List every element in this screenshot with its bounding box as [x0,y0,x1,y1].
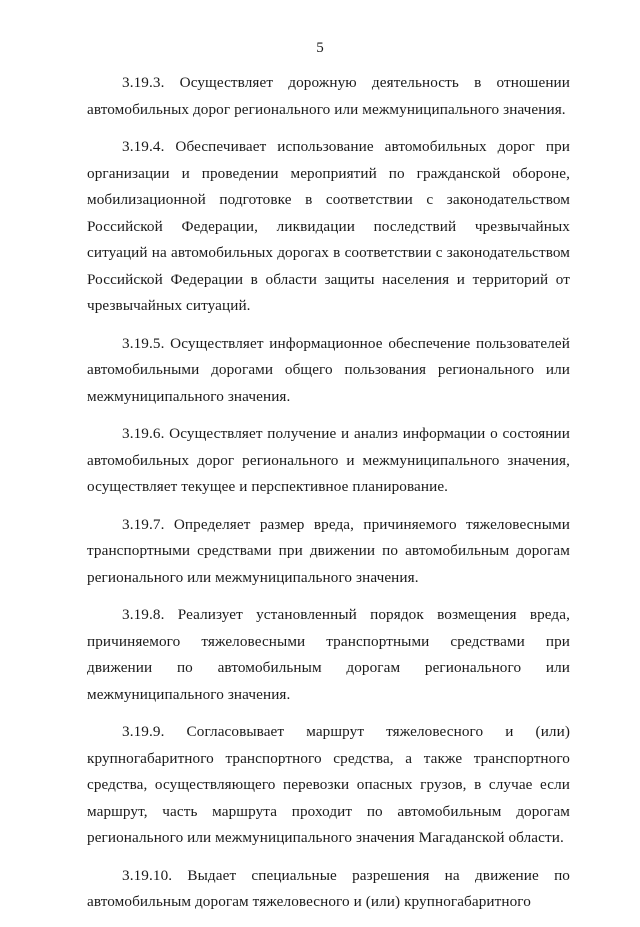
paragraph-3-19-9: 3.19.9. Согласовывает маршрут тяжеловесного и (или) крупногабаритного транспортного средства, а также транспортного средства, осуществляющего перевозки опасных грузов, в случае если маршрут, часть маршрута проходит по автомобильным дорогам регионального или межмуниципального значения Магаданской области. [87,723,570,846]
paragraph-3-19-4: 3.19.4. Обеспечивает использование автомобильных дорог при организации и проведении мероприятий по гражданской обороне, мобилизационной подготовке в соответствии с законодательством Российской Федерации, ликвидации последствий чрезвычайных ситуаций на автомобильных дорогах в соответствии с законодательством Российской Федерации в области защиты населения и территорий от чрезвычайных ситуаций. [87,138,570,314]
document-body [87,70,570,927]
paragraph-3-19-6: 3.19.6. Осуществляет получение и анализ информации о состоянии автомобильных дорог регионального и межмуниципального значения, осуществляет текущее и перспективное планирование. [87,425,570,495]
paragraph-3-19-10: 3.19.10. Выдает специальные разрешения на движение по автомобильным дорогам тяжеловесного и (или) крупногабаритного [87,866,570,910]
paragraph-3-19-7: 3.19.7. Определяет размер вреда, причиняемого тяжеловесными транспортными средствами при движении по автомобильным дорогам регионального или межмуниципального значения. [87,515,570,586]
paragraph-3-19-8: 3.19.8. Реализует установленный порядок возмещения вреда, причиняемого тяжеловесными транспортными средствами при движении по автомобильным дорогам регионального или межмуниципального значения. [87,606,570,703]
page-number: 5 [316,40,324,56]
paragraph-3-19-5: 3.19.5. Осуществляет информационное обеспечение пользователей автомобильными дорогами общего пользования регионального или межмуниципального значения. [87,334,570,405]
paragraph-3-19-3: 3.19.3. Осуществляет дорожную деятельность в отношении автомобильных дорог регионального или межмуниципального значения. [87,74,570,118]
